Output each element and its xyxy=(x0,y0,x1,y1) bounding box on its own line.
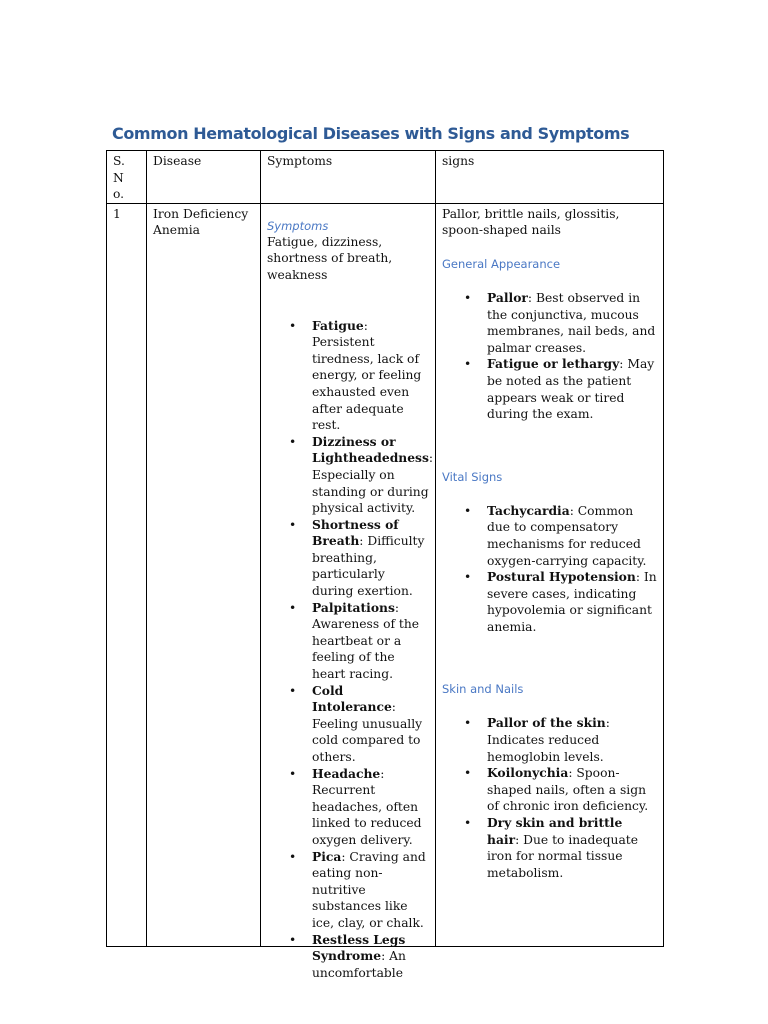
item-description: : An uncomfortable xyxy=(312,949,406,980)
item-term: Pica xyxy=(312,848,342,864)
list-item xyxy=(289,682,430,766)
row-disease: Iron Deficiency Anemia xyxy=(147,203,261,946)
row-signs-cell xyxy=(436,203,664,946)
list-item xyxy=(464,765,658,815)
table-header-row xyxy=(107,151,664,204)
item-description: : Difficulty breathing, particularly during exertion. xyxy=(312,534,425,599)
symptoms-heading: Symptoms xyxy=(267,218,329,233)
item-description: : In severe cases, indicating hypovolemia or significant anemia. xyxy=(487,570,657,634)
bullet-icon: • xyxy=(464,716,472,731)
item-description: : Craving and eating non-nutritive substances like ice, clay, or chalk. xyxy=(312,849,426,930)
item-term: Fatigue xyxy=(312,317,364,333)
bullet-icon: • xyxy=(464,357,472,372)
header-sno: S.N o. xyxy=(107,151,147,204)
vital-signs-heading: Vital Signs xyxy=(442,469,503,484)
general-appearance-heading: General Appearance xyxy=(442,256,561,271)
item-term: Dizziness or Lightheadedness xyxy=(312,433,429,466)
bullet-icon: • xyxy=(464,570,472,585)
bullet-icon: • xyxy=(289,766,297,781)
bullet-icon: • xyxy=(464,503,472,518)
item-term: Headache xyxy=(312,765,381,781)
bullet-icon: • xyxy=(289,683,297,698)
item-description: : Best observed in the conjunctiva, mucous membranes, nail beds, and palmar creases. xyxy=(487,290,656,355)
vital-signs-list xyxy=(442,503,658,636)
bullet-icon: • xyxy=(289,600,297,615)
item-term: Shortness of Breath xyxy=(312,516,399,549)
signs-summary: Pallor, brittle nails, glossitis, spoon-shaped nails xyxy=(442,206,620,238)
item-term: Cold Intolerance xyxy=(312,682,392,715)
item-term: Pallor of the skin xyxy=(487,715,606,731)
header-disease: Disease xyxy=(147,151,261,204)
symptoms-list xyxy=(267,317,434,982)
list-item xyxy=(289,516,430,600)
item-description: : Spoon-shaped nails, often a sign of chronic iron deficiency. xyxy=(487,766,649,814)
bullet-icon: • xyxy=(289,318,297,333)
item-term: Restless Legs Syndrome xyxy=(312,931,406,964)
item-description: : Especially on standing or during physical activity. xyxy=(312,451,434,516)
bullet-icon: • xyxy=(464,816,472,831)
bullet-icon: • xyxy=(289,849,297,864)
row-sno: 1 xyxy=(107,203,147,946)
item-term: Pallor xyxy=(487,289,528,305)
list-item xyxy=(464,289,658,356)
list-item xyxy=(289,765,430,849)
item-term: Tachycardia xyxy=(487,502,570,518)
header-signs: signs xyxy=(436,151,664,204)
item-term: Postural Hypotension xyxy=(487,569,636,585)
header-symptoms: Symptoms xyxy=(261,151,436,204)
item-term: Dry skin and brittle hair xyxy=(487,815,623,847)
list-item xyxy=(289,931,430,982)
item-description: : May be noted as the patient appears weak or tired during the exam. xyxy=(487,357,655,422)
item-term: Palpitations xyxy=(312,599,395,615)
skin-nails-heading: Skin and Nails xyxy=(442,682,524,697)
item-description: : Indicates reduced hemoglobin levels. xyxy=(487,716,610,764)
bullet-icon: • xyxy=(289,434,297,449)
list-item xyxy=(289,433,434,517)
table-row xyxy=(107,203,664,946)
symptoms-summary: Fatigue, dizziness, shortness of breath, weakness xyxy=(267,234,393,282)
list-item xyxy=(464,502,658,569)
list-item xyxy=(464,356,658,422)
list-item xyxy=(289,599,430,683)
bullet-icon: • xyxy=(464,766,472,781)
list-item xyxy=(464,815,658,881)
bullet-icon: • xyxy=(289,517,297,532)
general-appearance-list xyxy=(442,290,658,423)
page-title: Common Hematological Diseases with Signs and Symptoms xyxy=(112,124,630,143)
item-description: : Persistent tiredness, lack of energy, or feeling exhausted even after adequate rest. xyxy=(312,318,422,433)
item-description: : Feeling unusually cold compared to others. xyxy=(312,700,423,764)
bullet-icon: • xyxy=(289,932,297,947)
skin-nails-list xyxy=(442,715,658,881)
item-term: Koilonychia xyxy=(487,765,569,781)
item-term: Fatigue or lethargy xyxy=(487,356,620,372)
list-item xyxy=(289,848,430,932)
item-description: : Common due to compensatory mechanisms for reduced oxygen-carrying capacity. xyxy=(487,503,647,568)
row-symptoms-cell xyxy=(261,203,436,980)
diseases-table xyxy=(106,150,664,980)
bullet-icon: • xyxy=(464,290,472,305)
list-item xyxy=(289,317,430,434)
item-description: : Recurrent headaches, often linked to reduced oxygen delivery. xyxy=(312,766,422,847)
item-description: : Awareness of the heartbeat or a feeling of the heart racing. xyxy=(312,600,420,682)
list-item xyxy=(464,569,658,635)
item-description: : Due to inadequate iron for normal tissue metabolism. xyxy=(487,832,639,880)
list-item xyxy=(464,715,658,765)
